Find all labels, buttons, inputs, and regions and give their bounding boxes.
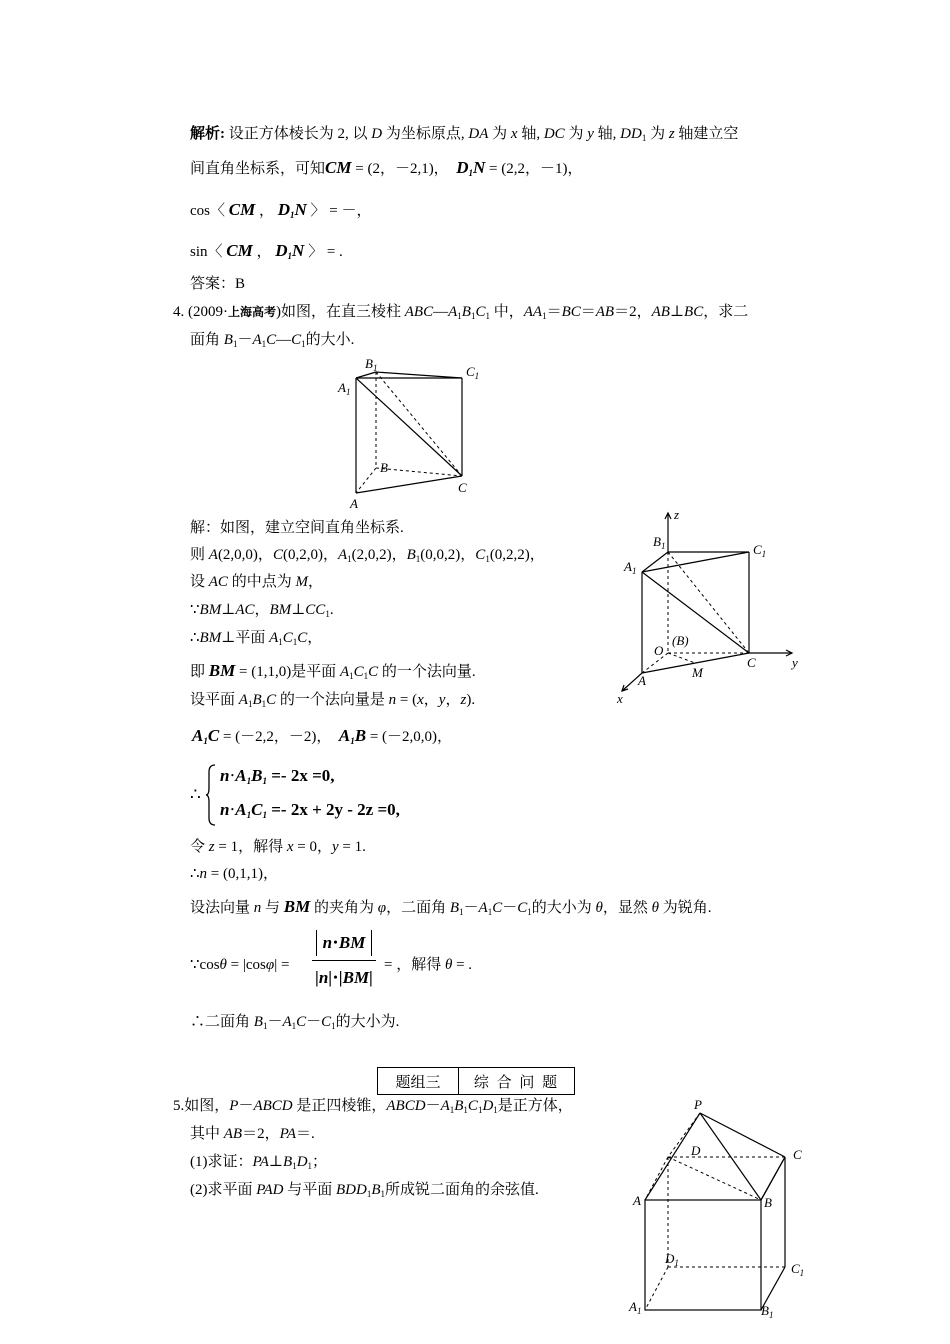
sol4-line5: ∴BM⊥平面 $A_1C_1C$，	[190, 630, 323, 647]
brace-icon	[206, 764, 216, 826]
therefore-symbol: ∴	[190, 785, 201, 804]
sol3-line2: 间直角坐标系，可知CM = (2，－2,1)， $D_1N = (2,2$，－1)，	[190, 158, 583, 178]
sol4-line1: 解：如图，建立空间直角坐标系.	[190, 520, 404, 536]
pyramid-cube-figure	[625, 1095, 820, 1330]
label-M: M	[692, 665, 703, 680]
label-A1: $A_1$	[338, 380, 351, 397]
label-B: B	[380, 460, 388, 475]
sol3-cos: cos〈 CM ， $D_1N$ 〉 = －，	[190, 200, 372, 220]
group3-title: 综 合 问 题	[473, 1074, 560, 1091]
q4-line1: 4. (2009·上海高考)如图，在直三棱柱 $ABC—A_1B_1C_1$ 中，$AA_1=BC=AB=2$，AB⊥BC，求二	[173, 304, 749, 321]
equation-1: $n\cdot A_1B_1 =- 2x =0$,	[220, 766, 335, 786]
label-B: B	[764, 1195, 772, 1210]
coordinate-figure	[612, 505, 807, 705]
sol3-answer: 答案：B	[190, 276, 246, 292]
sol4-line3: 设 AC 的中点为 M，	[190, 574, 323, 590]
label-A: A	[633, 1193, 641, 1208]
label-D1: $D_1$	[665, 1251, 679, 1268]
label-B1: $B_1$	[653, 534, 666, 551]
label-C1: $C_1$	[466, 364, 480, 381]
prism-figure	[330, 350, 490, 515]
sol4-line2: 则 A(2,0,0)，C(0,2,0)，$A_1(2,0,2)$，$B_1(0,0,2)$，$C_1(0,2,2)$，	[190, 547, 545, 564]
sol4-line8: $A_1C = (-2,2$，－2)， $A_1B = (-2,0,0)$，	[192, 726, 453, 746]
label-D: D	[691, 1143, 701, 1158]
axis-y-label: y	[792, 655, 798, 670]
sol4-line12: 设法向量 n 与 BM 的夹角为 φ，二面角 $B_1-A_1C-C_1$的大小为 θ，显然 θ 为锐角.	[190, 897, 712, 917]
sol4-line10: 令 z = 1，解得 x = 0，y = 1.	[190, 839, 366, 855]
label-B1: $B_1$	[761, 1303, 774, 1320]
sol4-line7: 设平面 $A_1B_1C$ 的一个法向量是 n = (x，y，z).	[190, 692, 476, 709]
label-B: (B)	[672, 633, 689, 648]
q5-line4: (2)求平面 PAD 与平面 $BDD_1B_1$所成锐二面角的余弦值.	[190, 1182, 539, 1199]
label-A: A	[638, 673, 646, 688]
group3-label: 题组三	[378, 1068, 459, 1094]
axis-z-label: z	[674, 507, 680, 522]
q5-line2: 其中 AB＝2，PA＝.	[190, 1126, 315, 1142]
label-C: C	[747, 655, 756, 670]
label-A1: $A_1$	[629, 1299, 642, 1316]
q4-line2: 面角 $B_1-A_1C—C_1$的大小.	[190, 332, 355, 349]
label-O: O	[654, 643, 664, 658]
equation-2: $n\cdot A_1C_1 =- 2x + 2y - 2z =0$,	[220, 800, 400, 820]
sol4-line11: ∴n = (0,1,1)，	[190, 866, 278, 882]
q5-line3: (1)求证：$PA\perp B_1D_1$；	[190, 1154, 328, 1171]
label-C1: $C_1$	[791, 1261, 805, 1278]
sol4-line6: 即 BM = (1,1,0)是平面 $A_1C_1C$ 的一个法向量.	[190, 661, 476, 681]
label-A1: $A_1$	[624, 559, 637, 576]
label-A: A	[350, 496, 358, 511]
label-C: C	[793, 1147, 802, 1162]
label-B1: $B_1$	[365, 356, 378, 373]
sol3-line1: 解析: 设正方体棱长为 2, 以 D 为坐标原点, DA 为 x 轴, DC 为 y 轴, $DD_1$ 为 z 轴建立空	[190, 126, 739, 143]
group3-header	[377, 1067, 575, 1095]
axis-x-label: x	[617, 691, 623, 705]
sol3-sin: sin〈 CM ， $D_1N$ 〉 = .	[190, 241, 343, 261]
vector-cm: CM	[325, 158, 352, 177]
sol4-line13b: = ，解得 θ = .	[384, 957, 473, 973]
sol4-line4: ∵BM⊥AC，$BM\perp CC_1$.	[190, 602, 334, 619]
q5-line1: 5.如图，P－ABCD 是正四棱锥，$ABCD-A_1B_1C_1D_1$是正方体，	[173, 1098, 573, 1115]
cos-fraction: n⋅BM |n|⋅|BM|	[312, 930, 376, 991]
sol4-line14: ∴二面角 $B_1-A_1C-C_1$的大小为.	[190, 1014, 400, 1031]
label-C: C	[458, 480, 467, 495]
label-C1: $C_1$	[753, 542, 767, 559]
sol4-line13a: ∵cosθ = |cosφ| =	[190, 957, 290, 973]
label-P: P	[694, 1097, 702, 1112]
